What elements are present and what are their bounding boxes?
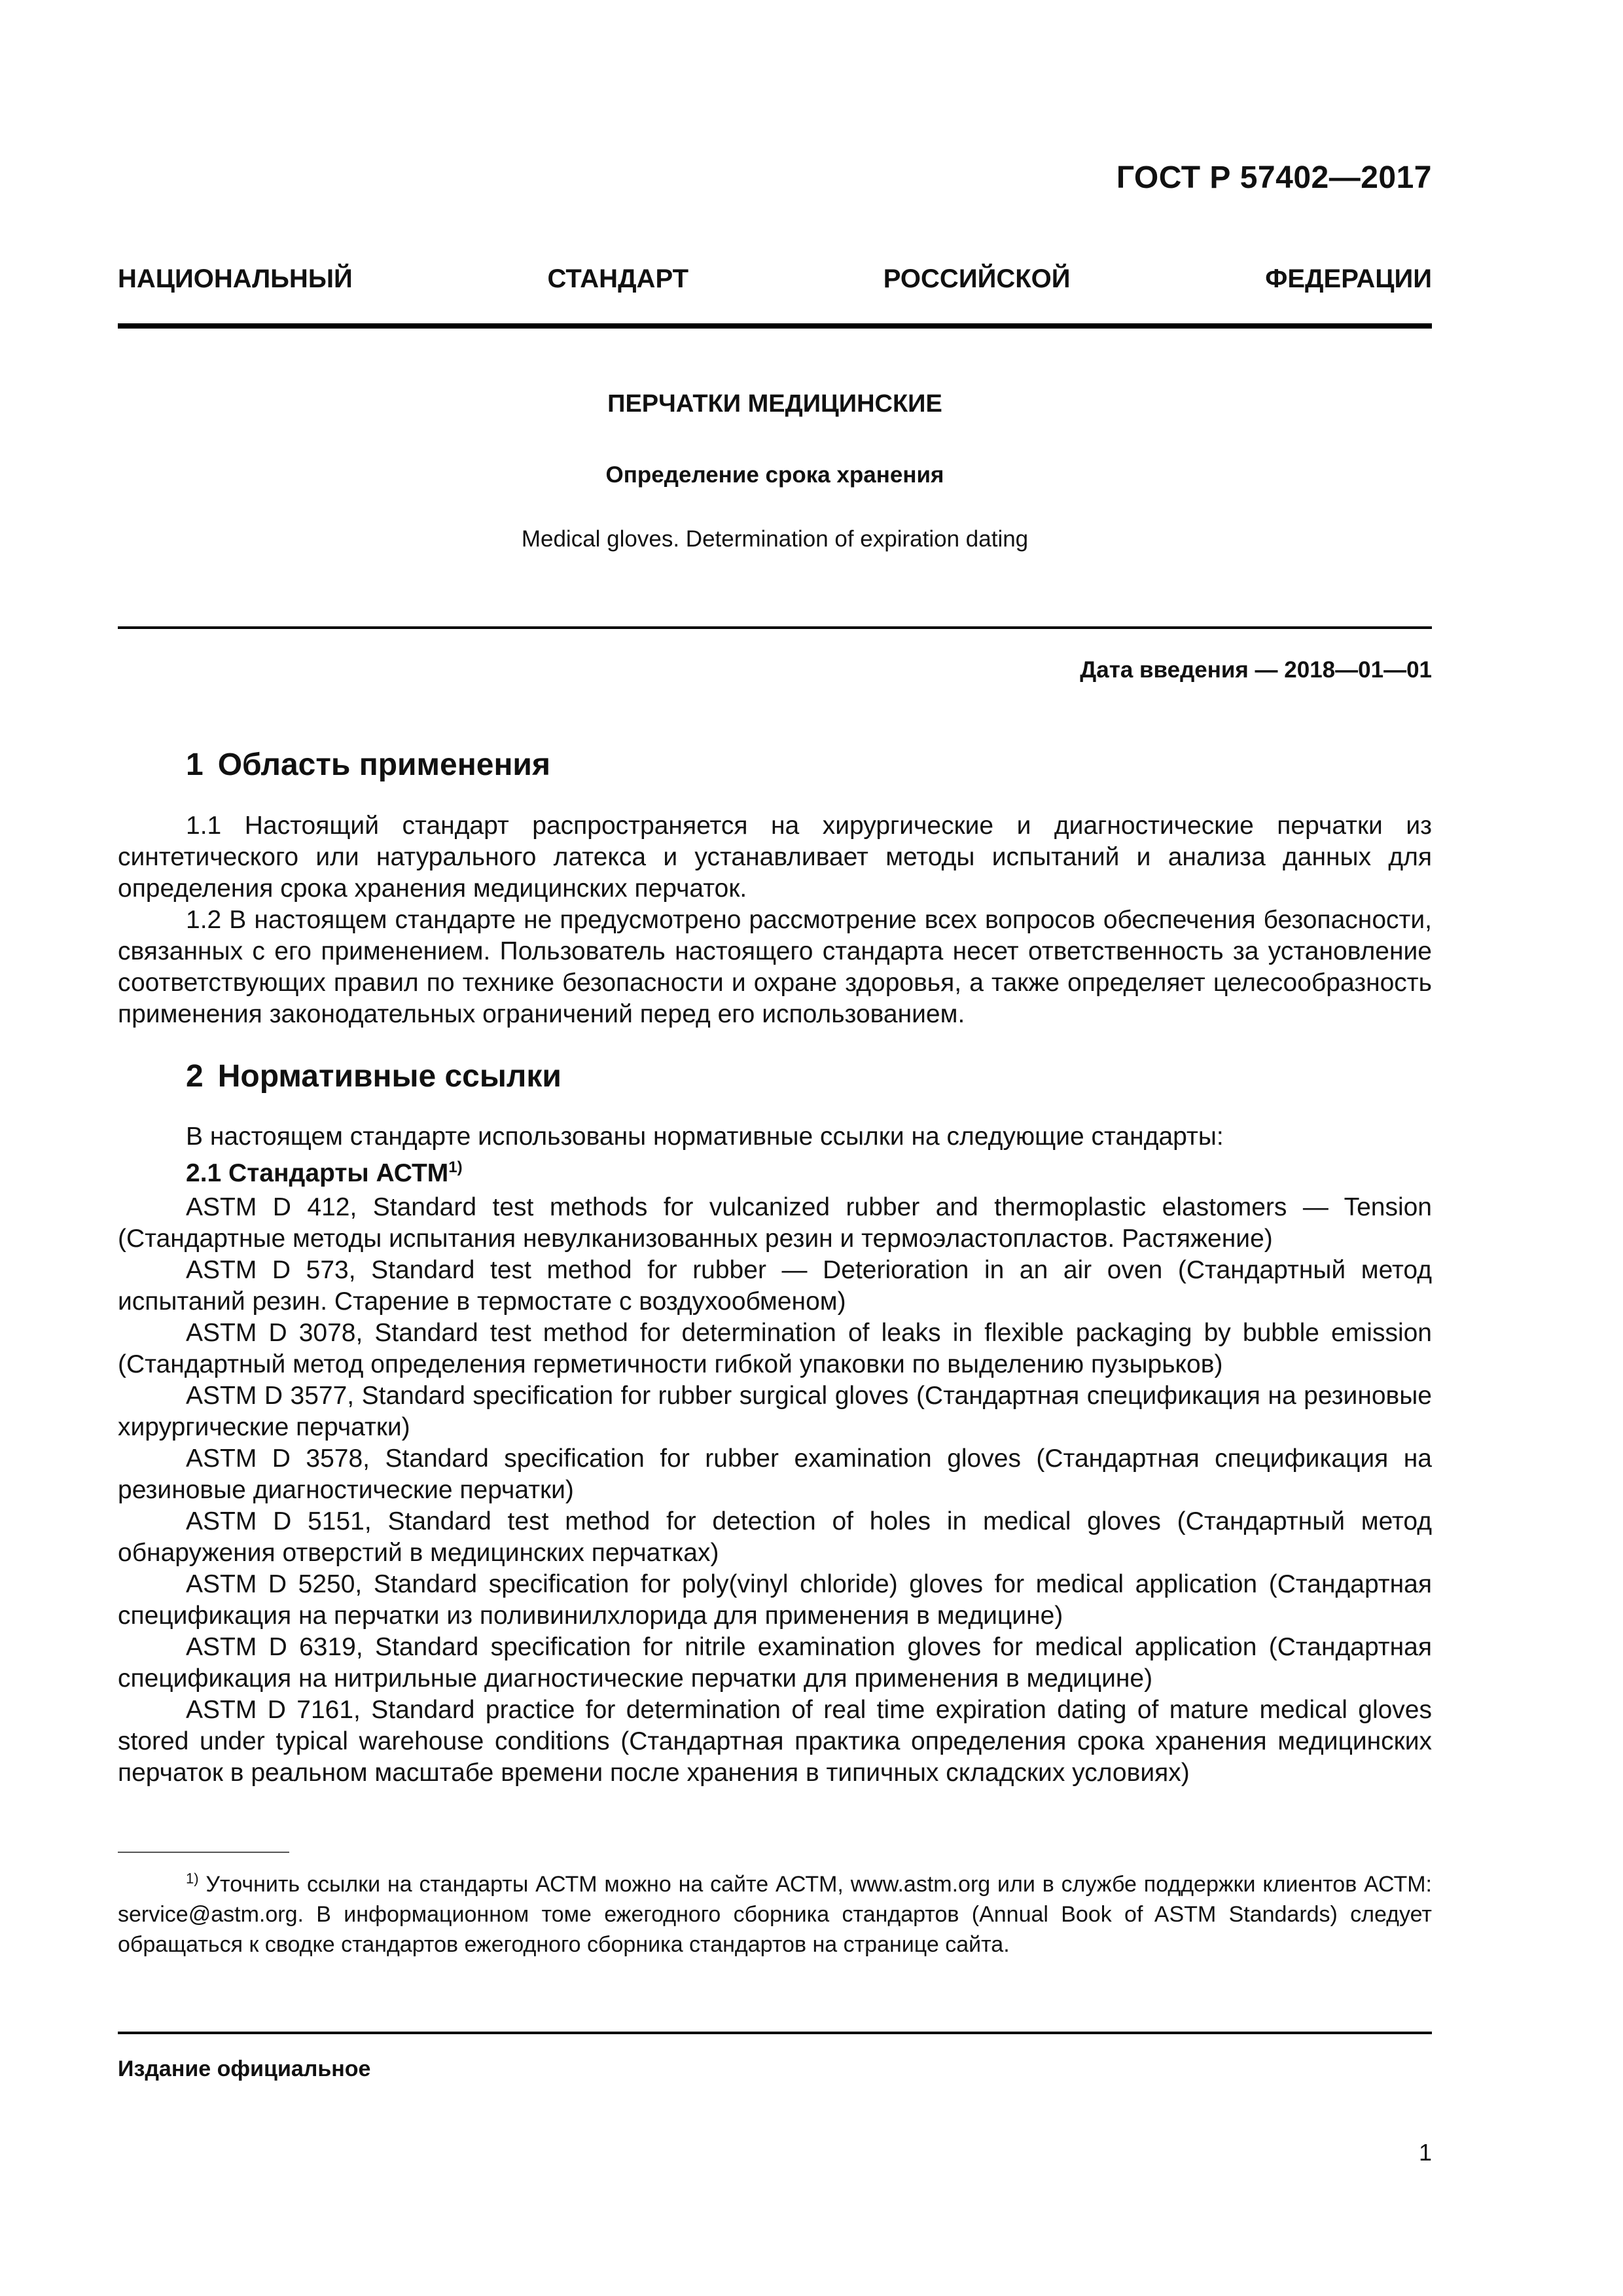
reference-item: ASTM D 3578, Standard specification for rubber examination gloves (Стандартная спецификация на резиновые диагностические перчатки) [118, 1444, 1432, 1505]
reference-item: ASTM D 3078, Standard test method for determination of leaks in flexible packaging by bubble emission (Стандартный метод определения герметичности гибкой упаковки по выделению пузырьков) [118, 1319, 1432, 1379]
org-word: РОССИЙСКОЙ [883, 264, 1071, 293]
section-number: 2 [186, 1058, 204, 1094]
footnote-text: Уточнить ссылки на стандарты АСТМ можно на сайте АСТМ, www.astm.org или в службе поддержки клиентов АСТМ: service@astm.org. В информационном томе ежегодного сборника стандартов (Annual Book of ASTM Standards) следует обращаться к сводке стандартов ежегодного сборника стандартов на странице сайта. [118, 1872, 1432, 1957]
section-heading [118, 746, 1432, 784]
paragraph: 1.1 Настоящий стандарт распространяется на хирургические и диагностические перчатки из синтетического или натурального латекса и устанавливает методы испытаний и анализа данных для определения срока хранения медицинских перчаток. [118, 811, 1432, 903]
footnote-divider [118, 1852, 289, 1853]
section-number: 1 [186, 747, 204, 782]
footnote [118, 1869, 1432, 1960]
reference-item: ASTM D 573, Standard test method for rubber — Deterioration in an air oven (Стандартный метод испытаний резин. Старение в термостате с воздухообменом) [118, 1256, 1432, 1316]
org-word: ФЕДЕРАЦИИ [1265, 264, 1432, 293]
paragraph: В настоящем стандарте использованы нормативные ссылки на следующие стандарты: [186, 1122, 1224, 1151]
reference-item: ASTM D 412, Standard test methods for vulcanized rubber and thermoplastic elastomers — Tension (Стандартные методы испытания невулканизованных резин и термоэластопластов. Растяжение) [118, 1193, 1432, 1253]
section-title: Нормативные ссылки [217, 1058, 562, 1094]
paragraph: 1.2 В настоящем стандарте не предусмотрено рассмотрение всех вопросов обеспечения безопасности, связанных с его применением. Пользователь настоящего стандарта несет ответственность за установление соответствующих правил по технике безопасности и охране здоровья, а также определяет целесообразность применения законодательных ограничений перед его использованием. [118, 905, 1432, 1028]
footnote-mark: 1) [186, 1870, 199, 1887]
standard-designation: ГОСТ Р 57402—2017 [1116, 160, 1432, 195]
page-number: 1 [1418, 2139, 1432, 2166]
reference-item: ASTM D 5151, Standard test method for detection of holes in medical gloves (Стандартный метод обнаружения отверстий в медицинских перчатках) [118, 1507, 1432, 1568]
subsection-heading [118, 1158, 1432, 1189]
title-divider [118, 626, 1432, 629]
section-heading [118, 1058, 1432, 1096]
footer-divider [118, 2032, 1432, 2034]
org-word: СТАНДАРТ [547, 264, 689, 293]
organization-title [118, 264, 1432, 294]
document-subtitle: Определение срока хранения [605, 462, 944, 488]
section-title: Область применения [217, 747, 550, 782]
header-divider [118, 323, 1432, 329]
english-title: Medical gloves. Determination of expiration dating [521, 526, 1029, 552]
footnote-reference[interactable]: 1) [448, 1158, 463, 1177]
document-body [118, 746, 1432, 1789]
reference-item: ASTM D 3577, Standard specification for rubber surgical gloves (Стандартная спецификация на резиновые хирургические перчатки) [118, 1382, 1432, 1442]
subsection-title: 2.1 Стандарты АСТМ [186, 1159, 449, 1188]
reference-item: ASTM D 7161, Standard practice for determination of real time expiration dating of mature medical gloves stored under typical warehouse conditions (Стандартная практика определения срока хранения медицинских перчаток в реальном масштабе времени после хранения в типичных складских условиях) [118, 1696, 1432, 1787]
reference-item: ASTM D 6319, Standard specification for nitrile examination gloves for medical application (Стандартная спецификация на нитрильные диагностические перчатки для применения в медицине) [118, 1633, 1432, 1693]
reference-item: ASTM D 5250, Standard specification for poly(vinyl chloride) gloves for medical application (Стандартная спецификация на перчатки из поливинилхлорида для применения в медицине) [118, 1570, 1432, 1630]
introduction-date: Дата введения — 2018—01—01 [1080, 657, 1432, 683]
edition-label: Издание официальное [118, 2056, 371, 2081]
org-word: НАЦИОНАЛЬНЫЙ [118, 264, 353, 293]
document-title: ПЕРЧАТКИ МЕДИЦИНСКИЕ [607, 390, 942, 418]
